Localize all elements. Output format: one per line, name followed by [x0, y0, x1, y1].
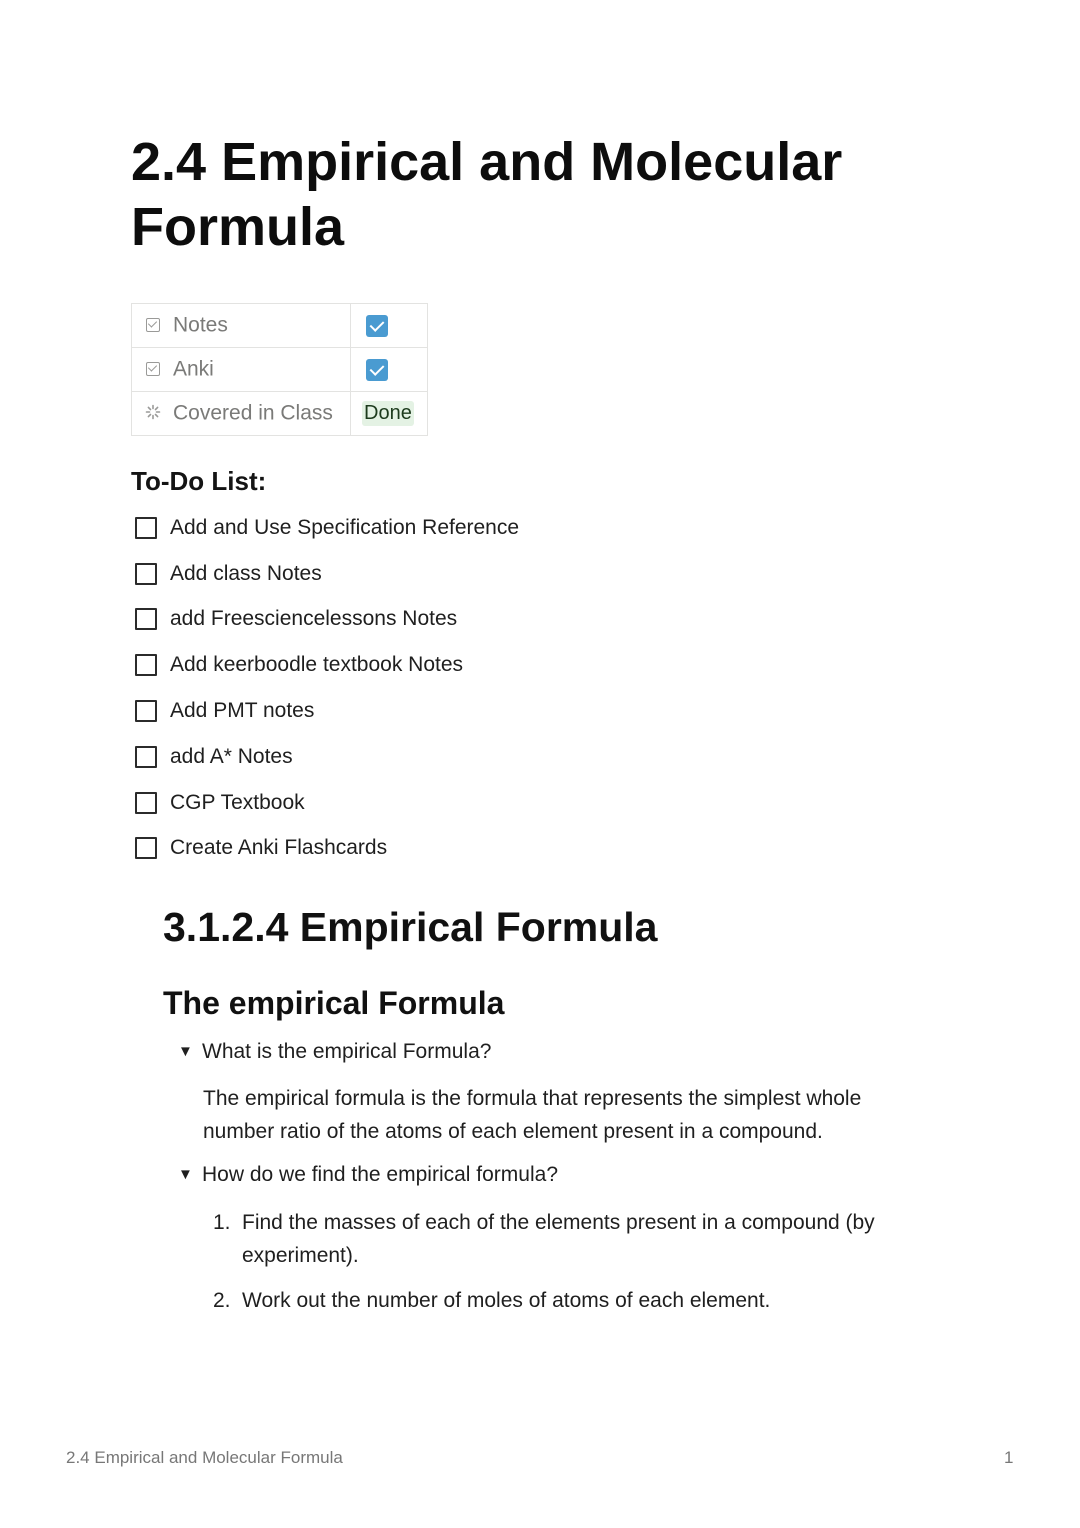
todo-item	[135, 551, 519, 597]
todo-item	[135, 734, 519, 780]
property-label: Anki	[173, 357, 214, 381]
todo-item	[135, 780, 519, 826]
step-number: 1.	[213, 1211, 231, 1234]
todo-item-label: Add and Use Specification Reference	[170, 515, 520, 539]
section-subheading: The empirical Formula	[163, 985, 505, 1021]
todo-checkbox[interactable]	[135, 517, 157, 539]
property-row-notes	[132, 304, 428, 348]
property-key	[132, 348, 351, 392]
todo-item	[135, 597, 519, 643]
section-heading: 3.1.2.4 Empirical Formula	[163, 904, 658, 950]
todo-list	[135, 505, 519, 871]
step-text: Work out the number of moles of atoms of each element.	[242, 1289, 771, 1312]
checked-checkbox-icon[interactable]	[366, 315, 388, 337]
page-number: 1	[1004, 1448, 1014, 1467]
triangle-down-icon[interactable]: ▼	[178, 1166, 193, 1183]
step-text: Find the masses of each of the elements present in a compound (by experiment).	[242, 1211, 875, 1267]
todo-item	[135, 642, 519, 688]
property-row-covered-in-class	[132, 392, 428, 436]
property-value[interactable]	[351, 348, 428, 392]
property-value[interactable]	[351, 304, 428, 348]
todo-item-label: add A* Notes	[170, 744, 293, 768]
list-item	[213, 1206, 933, 1272]
toggle-how-to-find-empirical-formula[interactable]	[178, 1163, 558, 1187]
todo-item-label: Add keerboodle textbook Notes	[170, 653, 464, 677]
checkbox-property-icon	[145, 361, 161, 379]
status-property-icon	[145, 404, 161, 424]
property-key	[132, 304, 351, 348]
page-title: 2.4 Empirical and Molecular Formula	[131, 132, 843, 257]
toggle-what-is-empirical-formula[interactable]	[178, 1040, 491, 1064]
property-key	[132, 392, 351, 436]
todo-item-label: add Freesciencelessons Notes	[170, 607, 458, 631]
todo-heading: To-Do List:	[131, 466, 267, 496]
todo-checkbox[interactable]	[135, 608, 157, 630]
checkbox-property-icon	[145, 317, 161, 335]
list-item	[213, 1284, 933, 1317]
property-label: Covered in Class	[173, 401, 333, 425]
todo-item	[135, 826, 519, 872]
todo-checkbox[interactable]	[135, 563, 157, 585]
todo-checkbox[interactable]	[135, 654, 157, 676]
property-value[interactable]	[351, 392, 428, 436]
toggle-label: How do we find the empirical formula?	[202, 1163, 558, 1186]
footer-title: 2.4 Empirical and Molecular Formula	[66, 1448, 343, 1467]
todo-item-label: Add class Notes	[170, 561, 322, 585]
todo-checkbox[interactable]	[135, 746, 157, 768]
todo-item-label: CGP Textbook	[170, 790, 305, 814]
properties-table	[131, 303, 428, 436]
step-number: 2.	[213, 1289, 231, 1312]
status-spinner-icon	[145, 404, 161, 420]
property-row-anki	[132, 348, 428, 392]
todo-item	[135, 688, 519, 734]
toggle-label: What is the empirical Formula?	[202, 1040, 492, 1063]
checked-checkbox-icon[interactable]	[366, 359, 388, 381]
todo-checkbox[interactable]	[135, 837, 157, 859]
toggle-body: The empirical formula is the formula that represents the simplest whole number ratio of the atoms of each element present in a compound.	[203, 1087, 862, 1143]
steps-list	[213, 1206, 933, 1329]
status-badge[interactable]: Done	[364, 402, 412, 424]
todo-item	[135, 505, 519, 551]
todo-checkbox[interactable]	[135, 700, 157, 722]
todo-item-label: Create Anki Flashcards	[170, 836, 388, 860]
todo-item-label: Add PMT notes	[170, 699, 315, 723]
todo-checkbox[interactable]	[135, 792, 157, 814]
property-label: Notes	[173, 313, 228, 337]
triangle-down-icon[interactable]: ▼	[178, 1043, 193, 1060]
